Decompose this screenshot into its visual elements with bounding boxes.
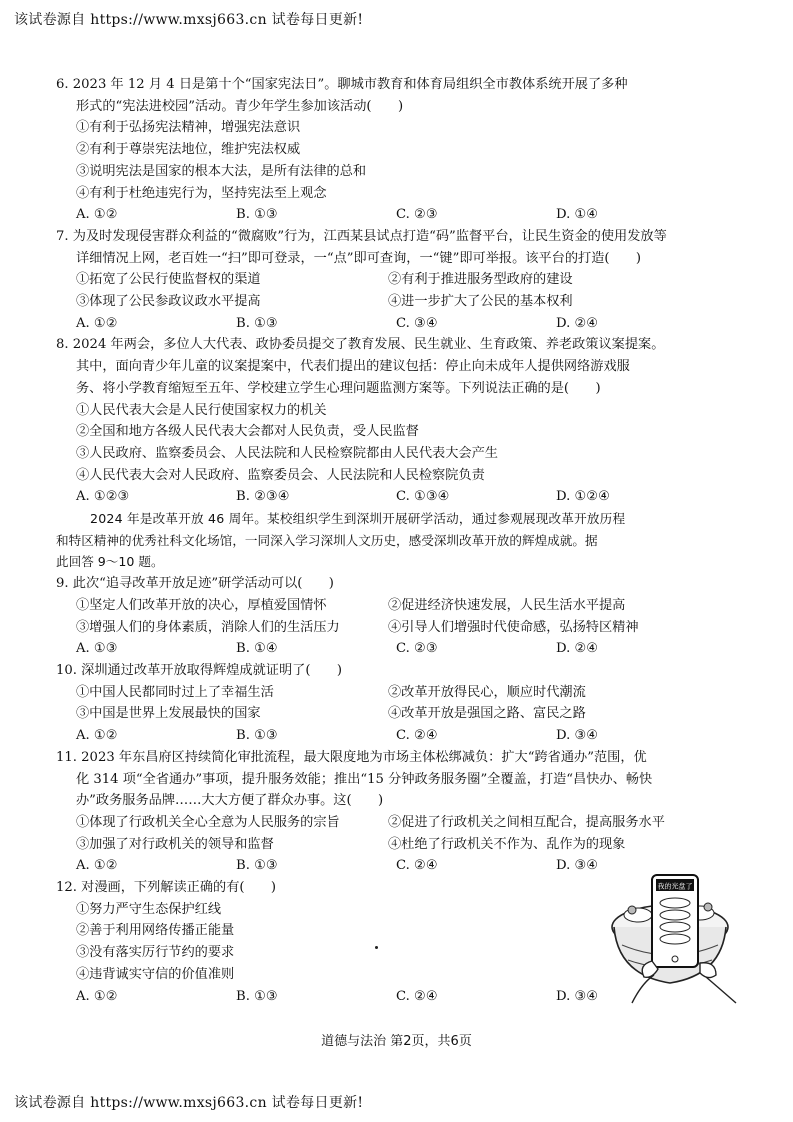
q8-answers <box>56 486 756 508</box>
q7-option-2: ②有利于推进服务型政府的建设 <box>388 272 573 288</box>
material-line-3: 此回答 9～10 题。 <box>56 554 164 570</box>
q8-choice-b: B. ②③④ <box>236 489 290 505</box>
q10-choice-d: D. ③④ <box>556 728 599 744</box>
q7-choice-a: A. ①② <box>76 315 118 331</box>
q11-stem-cont-2: 办”政务服务品牌……大大方便了群众办事。这( ) <box>76 793 384 809</box>
question-content <box>56 74 756 1007</box>
q11-option-4: ④杜绝了行政机关不作为、乱作为的现象 <box>388 836 626 852</box>
q9-answers <box>56 638 756 660</box>
q11-stem: 11. 2023 年东昌府区持续简化审批流程，最大限度地为市场主体松绑减负：扩大“跨省通办”范围，优 <box>56 749 647 765</box>
q11-options-row2 <box>56 834 756 856</box>
q9-choice-c: C. ②③ <box>396 641 438 657</box>
comic-illustration <box>608 865 758 1005</box>
q8-choice-c: C. ①③④ <box>396 489 450 505</box>
material-line-1: 2024 年是改革开放 46 周年。某校组织学生到深圳开展研学活动，通过参观展现改革开放历程 <box>90 511 626 527</box>
q6-option-3: ③说明宪法是国家的根本大法，是所有法律的总和 <box>76 163 367 179</box>
q10-option-2: ②改革开放得民心，顺应时代潮流 <box>388 684 586 700</box>
question-8 <box>56 334 756 508</box>
q6-option-2: ②有利于尊崇宪法地位，维护宪法权威 <box>76 142 301 158</box>
stray-dot <box>375 946 378 949</box>
question-11 <box>56 747 756 877</box>
q10-option-1: ①中国人民都同时过上了幸福生活 <box>76 684 274 700</box>
q11-choice-d: D. ③④ <box>556 858 599 874</box>
q12-choice-d: D. ③④ <box>556 988 599 1004</box>
q6-option-4: ④有利于杜绝违宪行为，坚持宪法至上观念 <box>76 185 327 201</box>
q6-stem: 6. 2023 年 12 月 4 日是第十个“国家宪法日”。聊城市教育和体育局组织全市教体系统开展了多种 <box>56 77 628 92</box>
q7-option-4: ④进一步扩大了公民的基本权利 <box>388 294 573 310</box>
q6-choice-b: B. ①③ <box>236 207 278 223</box>
q10-stem: 10. 深圳通过改革开放取得辉煌成就证明了( ) <box>56 662 343 678</box>
q12-option-3: ③没有落实厉行节约的要求 <box>76 945 235 961</box>
q11-choice-c: C. ②④ <box>396 858 438 874</box>
material-line-2: 和特区精神的优秀社科文化场馆，一同深入学习深圳人文历史，感受深圳改革开放的辉煌成就。据 <box>56 532 598 548</box>
q9-choice-b: B. ①④ <box>236 641 278 657</box>
q7-choice-d: D. ②④ <box>556 315 599 331</box>
q9-option-1: ①坚定人们改革开放的决心，厚植爱国情怀 <box>76 597 327 613</box>
top-banner: 该试卷源自 https://www.mxsj663.cn 试卷每日更新! <box>14 12 364 28</box>
q8-stem: 8. 2024 年两会，多位人大代表、政协委员提交了教育发展、民生就业、生育政策、养老政策议案提案。 <box>56 337 665 353</box>
q9-options-row1 <box>56 595 756 617</box>
question-9 <box>56 573 756 660</box>
q10-choice-b: B. ①③ <box>236 728 278 744</box>
question-7 <box>56 226 756 335</box>
q6-choice-d: D. ①④ <box>556 207 599 223</box>
question-12 <box>56 877 756 1007</box>
bottom-banner: 该试卷源自 https://www.mxsj663.cn 试卷每日更新! <box>14 1095 364 1111</box>
q12-option-2: ②善于利用网络传播正能量 <box>76 923 235 939</box>
q12-option-4: ④违背诚实守信的价值准则 <box>76 966 235 982</box>
q10-options-row1 <box>56 682 756 704</box>
q7-option-3: ③体现了公民参政议政水平提高 <box>76 294 261 310</box>
question-6 <box>56 74 756 226</box>
q7-options-row2 <box>56 291 756 313</box>
q9-option-3: ③增强人们的身体素质，消除人们的生活压力 <box>76 619 340 635</box>
q11-stem-cont-1: 化 314 项“全省通办”事项，提升服务效能；推出“15 分钟政务服务圈”全覆盖，打造“昌快办、畅快 <box>76 771 653 787</box>
q10-choice-c: C. ②④ <box>396 728 438 744</box>
q8-choice-d: D. ①②④ <box>556 489 610 505</box>
q7-choice-b: B. ①③ <box>236 315 278 331</box>
q8-option-1: ①人民代表大会是人民行使国家权力的机关 <box>76 402 327 418</box>
q9-choice-d: D. ②④ <box>556 641 599 657</box>
q8-option-3: ③人民政府、监察委员会、人民法院和人民检察院都由人民代表大会产生 <box>76 445 498 461</box>
q7-option-1: ①拓宽了公民行使监督权的渠道 <box>76 272 261 288</box>
q11-option-1: ①体现了行政机关全心全意为人民服务的宗旨 <box>76 814 340 830</box>
q8-choice-a: A. ①②③ <box>76 489 130 505</box>
page-footer: 道德与法治 第2页，共6页 <box>321 1034 472 1049</box>
q9-choice-a: A. ①③ <box>76 641 118 657</box>
q12-stem: 12. 对漫画，下列解读正确的有( ) <box>56 880 277 896</box>
q12-choice-a: A. ①② <box>76 988 118 1004</box>
q12-choice-c: C. ②④ <box>396 988 438 1004</box>
question-10 <box>56 660 756 747</box>
q9-stem: 9. 此次“追寻改革开放足迹”研学活动可以( ) <box>56 576 334 592</box>
q9-option-4: ④引导人们增强时代使命感，弘扬特区精神 <box>388 619 639 635</box>
q6-stem-cont: 形式的“宪法进校园”活动。青少年学生参加该活动( ) <box>76 98 404 114</box>
q7-stem: 7. 为及时发现侵害群众利益的“微腐败”行为，江西某县试点打造“码”监督平台，让民生资金的使用发放等 <box>56 228 667 244</box>
q12-option-1: ①努力严守生态保护红线 <box>76 901 222 917</box>
q10-choice-a: A. ①② <box>76 728 118 744</box>
q6-choice-c: C. ②③ <box>396 207 438 223</box>
q10-options-row2 <box>56 703 756 725</box>
q8-option-4: ④人民代表大会对人民政府、监察委员会、人民法院和人民检察院负责 <box>76 467 485 483</box>
q6-choice-a: A. ①② <box>76 207 118 223</box>
q6-answers <box>56 204 756 226</box>
q6-option-1: ①有利于弘扬宪法精神，增强宪法意识 <box>76 120 301 136</box>
q7-options-row1 <box>56 269 756 291</box>
q12-choice-b: B. ①③ <box>236 988 278 1004</box>
q11-option-3: ③加强了对行政机关的领导和监督 <box>76 836 274 852</box>
q8-stem-cont-1: 其中，面向青少年儿童的议案提案中，代表们提出的建议包括：停止向未成年人提供网络游戏服 <box>76 359 630 375</box>
q7-answers <box>56 313 756 335</box>
q10-option-3: ③中国是世界上发展最快的国家 <box>76 706 261 722</box>
q11-option-2: ②促进了行政机关之间相互配合，提高服务水平 <box>388 814 665 830</box>
comic-sign-text: 我的光盘了 <box>657 882 693 891</box>
q8-option-2: ②全国和地方各级人民代表大会都对人民负责，受人民监督 <box>76 424 419 440</box>
q9-option-2: ②促进经济快速发展，人民生活水平提高 <box>388 597 626 613</box>
q11-choice-b: B. ①③ <box>236 858 278 874</box>
q9-options-row2 <box>56 617 756 639</box>
q11-options-row1 <box>56 812 756 834</box>
q11-choice-a: A. ①② <box>76 858 118 874</box>
reading-material <box>56 508 756 530</box>
q7-choice-c: C. ③④ <box>396 315 438 331</box>
q8-stem-cont-2: 务、将小学教育缩短至五年、学校建立学生心理问题监测方案等。下列说法正确的是( ) <box>76 380 601 396</box>
q7-stem-cont: 详细情况上网，老百姓一“扫”即可登录，一“点”即可查询，一“键”即可举报。该平台的打造( ) <box>76 250 642 266</box>
q10-answers <box>56 725 756 747</box>
q10-option-4: ④改革开放是强国之路、富民之路 <box>388 706 586 722</box>
